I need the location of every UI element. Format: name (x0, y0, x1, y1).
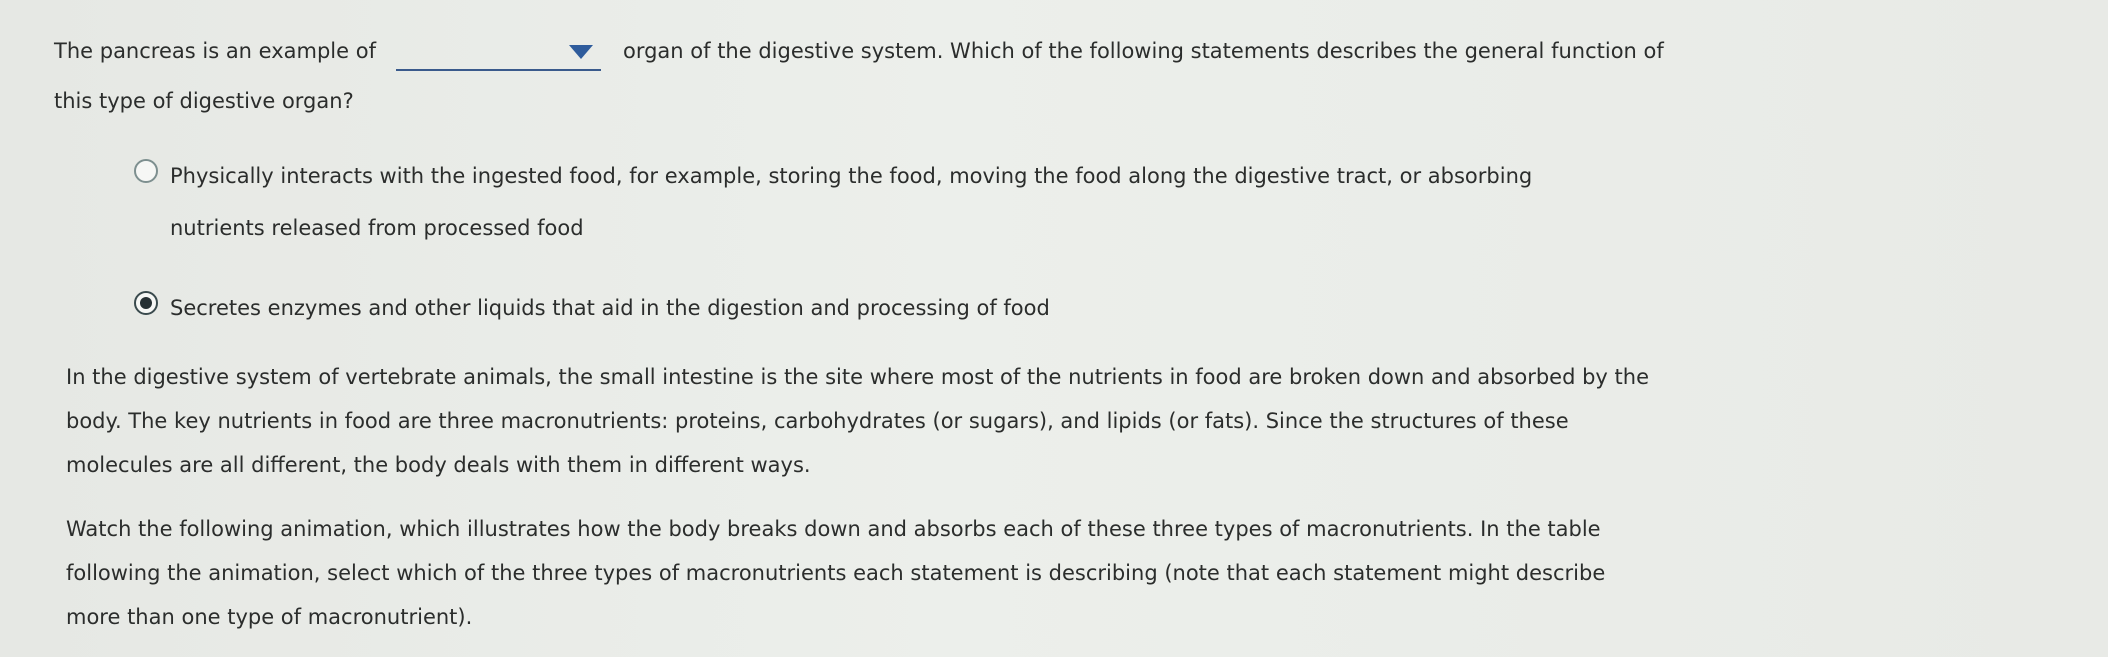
option-label-line-2: nutrients released from processed food (170, 216, 584, 240)
option-physical-interaction[interactable] (134, 150, 1634, 254)
option-label (170, 282, 1050, 334)
passage-line: molecules are all different, the body deals with them in different ways. (66, 453, 811, 477)
passage-line: Watch the following animation, which illustrates how the body breaks down and absorbs each of these three types of macronutrients. In the table (66, 517, 1601, 541)
chevron-down-icon (569, 45, 593, 59)
answer-options (134, 150, 1634, 334)
passage-paragraph-1 (66, 355, 1766, 487)
radio-button-selected[interactable] (134, 291, 158, 315)
passage-line: body. The key nutrients in food are three macronutrients: proteins, carbohydrates (or sugars), and lipids (or fats). Since the structures of these (66, 409, 1569, 433)
passage-line: In the digestive system of vertebrate animals, the small intestine is the site where most of the nutrients in food are broken down and absorbed by the (66, 365, 1649, 389)
option-label-line-1: Physically interacts with the ingested food, for example, storing the food, moving the food along the digestive tract, or absorbing (170, 164, 1533, 188)
option-label (170, 150, 1532, 254)
radio-button-unselected[interactable] (134, 159, 158, 183)
question-line-1 (54, 26, 1774, 76)
reading-passage (66, 355, 1766, 639)
question-line-2: this type of digestive organ? (54, 89, 354, 113)
question-prefix: The pancreas is an example of (54, 39, 376, 63)
option-label-line-1: Secretes enzymes and other liquids that aid in the digestion and processing of food (170, 296, 1050, 320)
option-secretes-enzymes[interactable] (134, 282, 1634, 334)
question-suffix: organ of the digestive system. Which of the following statements describes the general function of (622, 39, 1664, 63)
passage-paragraph-2 (66, 507, 1766, 639)
question-block (54, 26, 1774, 126)
passage-line: more than one type of macronutrient). (66, 605, 473, 629)
organ-type-dropdown[interactable] (396, 35, 601, 71)
passage-line: following the animation, select which of the three types of macronutrients each statement is describing (note that each statement might describe (66, 561, 1606, 585)
